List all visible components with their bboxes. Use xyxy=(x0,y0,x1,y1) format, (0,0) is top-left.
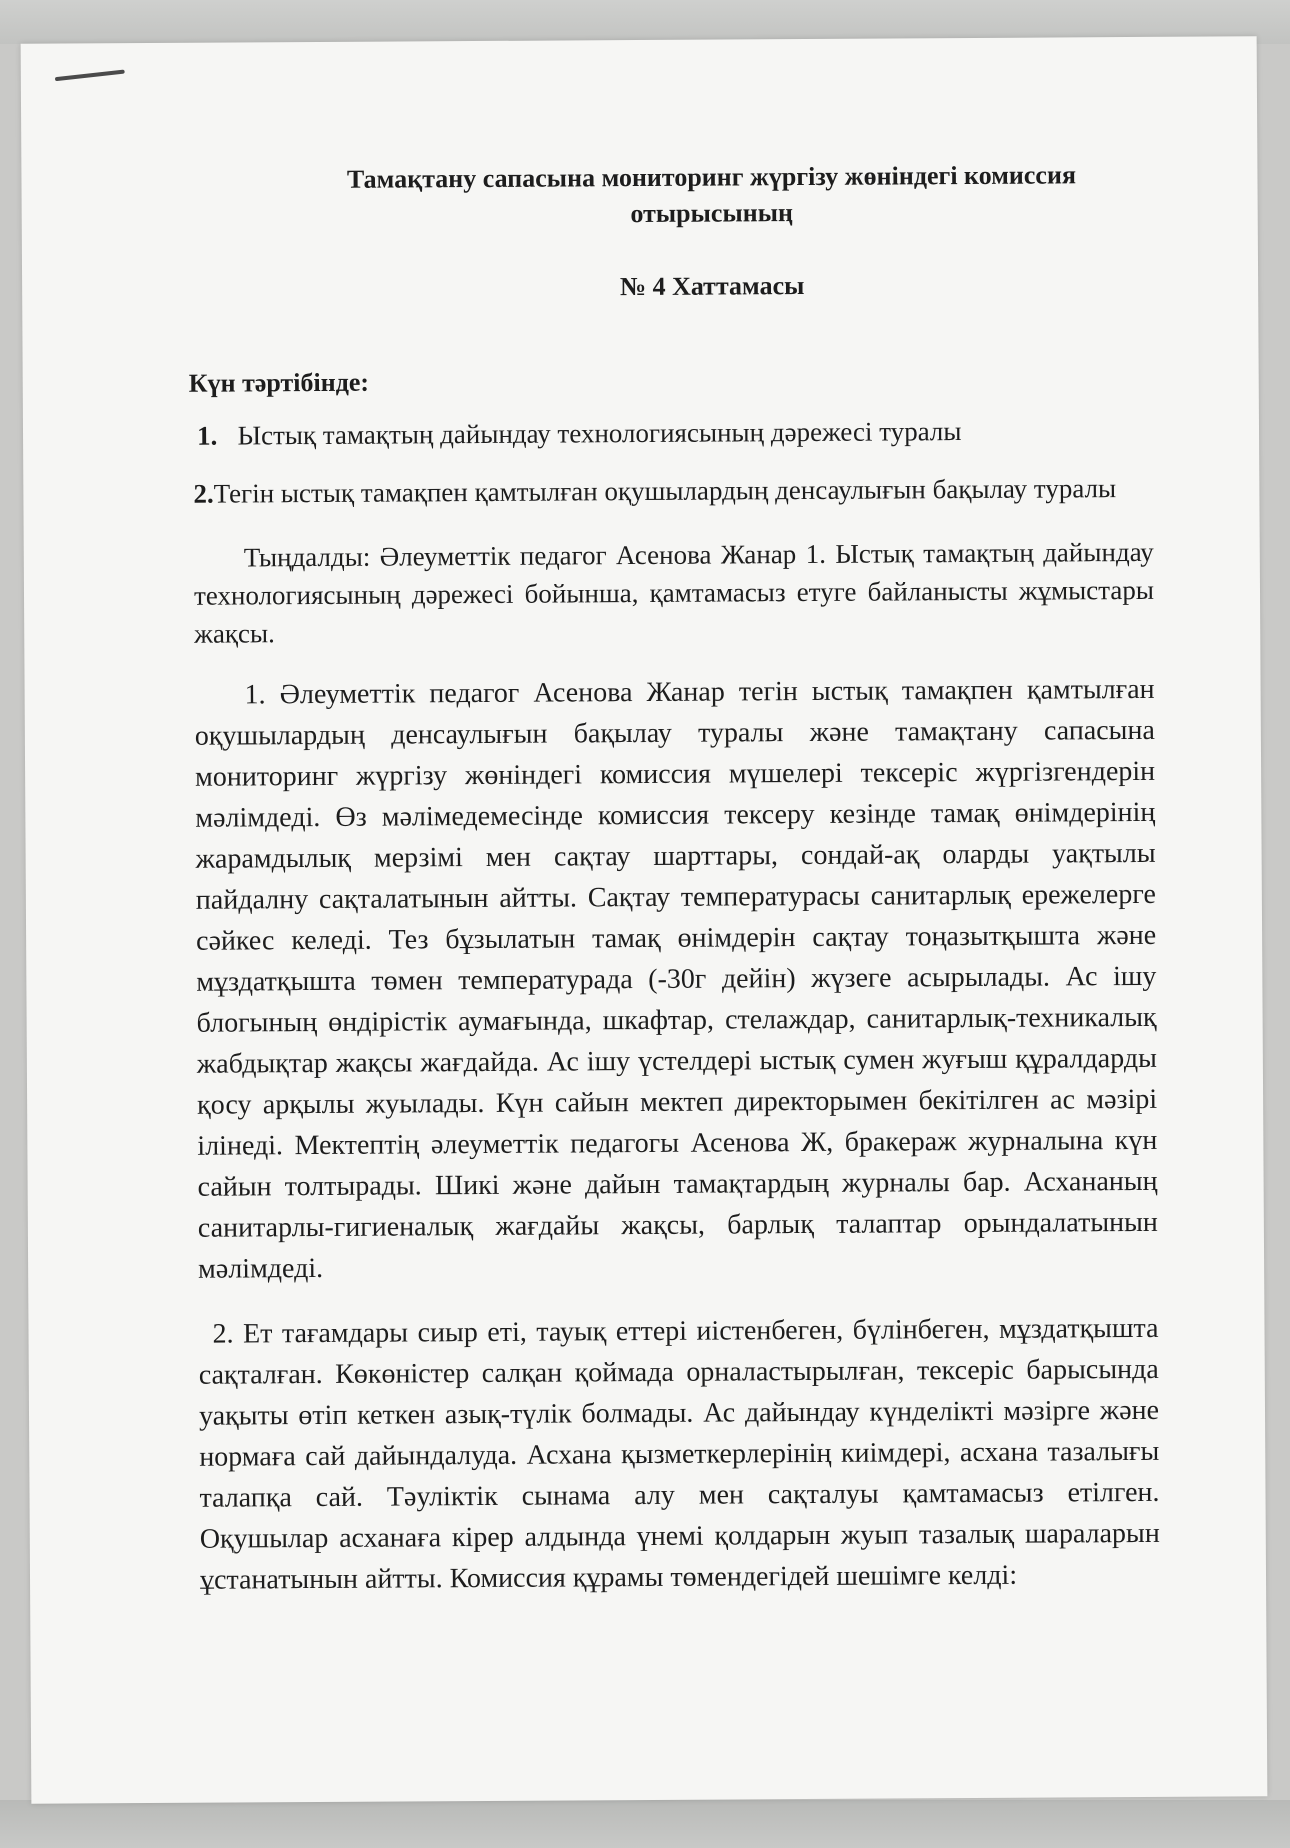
agenda-item-number: 2. xyxy=(193,478,214,509)
agenda-item-text: Тегін ыстық тамақпен қамтылған оқушылардың денсаулығын бақылау туралы xyxy=(213,473,1117,509)
background-bottom xyxy=(0,1800,1290,1848)
paragraph-heard: Тыңдалды: Әлеуметтік педагог Асенова Жанар 1. Ыстық тамақтың дайындау технологиясының дәрежесі бойынша, қамтамасыз етуге байланысты жұмыстары жақсы. xyxy=(193,536,1155,649)
document-body xyxy=(188,157,1160,1601)
protocol-number: № 4 Хаттамасы xyxy=(619,271,805,302)
document-title: Тамақтану сапасына мониторинг жүргізу жөніндегі комиссия отырысының xyxy=(346,160,1077,229)
agenda-item-number: 1. xyxy=(196,420,218,451)
agenda-item xyxy=(193,469,1153,513)
paragraph-2: 2. Ет тағамдары сиыр еті, тауық еттері иістенбеген, бүлінбеген, мұздатқышта сақталған. Көкөністер салқан қоймада орналастырылған, тексеріс барысында уақыты өтіп кеткен азық-түлік болмады. Ас дайындау күнделікті мәзірге және нормаға сай дайындалуда. Асхана қызметкерлерінің киімдері, асхана тазалығы талапқа сай. Тәуліктік сынама алу мен сақталуы қамтамасыз етілген. Оқушылар асханаға кірер алдында үнемі қолдарын жуып тазалық шараларын ұстанатынын айтты. Комиссия құрамы төмендегідей шешімге келді: xyxy=(198,1312,1160,1596)
agenda-heading: Күн тәртібінде: xyxy=(188,367,370,398)
paragraph-1: 1. Әлеуметтік педагог Асенова Жанар тегін ыстық тамақпен қамтылған оқушылардың денсаулығын бақылау туралы және тамақтану сапасына мониторинг жүргізу жөніндегі комиссия мүшелері тексеріс жүргізгендерін мәлімдеді. Өз мәлімедемесінде комиссия тексеру кезінде тамақ өнімдерінің жарамдылық мерзімі мен сақтау шарттары, сондай-ақ оларды уақтылы пайдалну сақталатынын айтты. Сақтау температурасы санитарлық ережелерге сәйкес келеді. Тез бұзылатын тамақ өнімдерін сақтау тоңазытқышта және мұздатқышта төмен температурада (-30г дейін) жүзеге асырылады. Ас ішу блогының өндірістік аумағында, шкафтар, стелаждар, санитарлық-техникалық жабдықтар жақсы жағдайда. Ас ішу үстелдері ыстық сумен жуғыш құралдарды қосу арқылы жуылады. Күн сайын мектеп директорымен бекітілген ас мәзірі ілінеді. Мектептің әлеуметтік педагогы Асенова Ж, бракераж журналына күн сайын толтырады. Шикі және дайын тамақтардың журналы бар. Асхананың санитарлы-гигиеналық жағдайы жақсы, барлық талаптар орындалатынын мәлімдеді. xyxy=(194,673,1158,1285)
pen-mark xyxy=(55,70,125,82)
paper-sheet xyxy=(21,36,1268,1804)
agenda-item-text: Ыстық тамақтың дайындау технологиясының дәрежесі туралы xyxy=(237,416,962,451)
agenda-item xyxy=(193,411,1153,455)
